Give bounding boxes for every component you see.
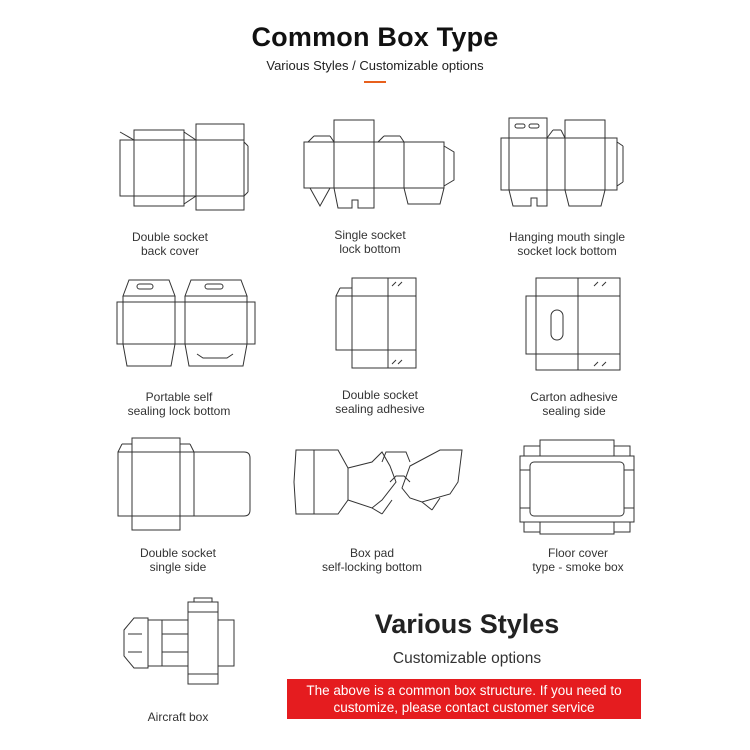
single-socket-lock-bottom-dieline-icon xyxy=(300,118,460,218)
promo-title: Various Styles xyxy=(374,609,560,639)
box-icon-9 xyxy=(514,436,714,574)
carton-adhesive-sealing-side-dieline-icon xyxy=(520,274,630,374)
floor-cover-smoke-box-dieline-icon xyxy=(514,436,644,536)
page-title: Common Box Type xyxy=(251,22,499,52)
title-accent-line xyxy=(364,81,386,83)
page-subtitle: Various Styles / Customizable options xyxy=(266,58,484,73)
double-socket-single-side-dieline-icon xyxy=(112,434,262,534)
box-icon-7 xyxy=(112,434,312,574)
box-icon-2 xyxy=(300,118,500,256)
box-label-1: Double socket back cover xyxy=(131,230,209,258)
box-label-4: Portable self sealing lock bottom xyxy=(127,390,231,418)
promo-subtitle: Customizable options xyxy=(392,650,542,667)
box-icon-5 xyxy=(330,274,530,416)
box-label-5: Double socket sealing adhesive xyxy=(335,388,425,416)
box-label-3: Hanging mouth single socket lock bottom xyxy=(508,230,626,258)
box-icon-3 xyxy=(497,116,697,258)
box-pad-self-locking-dieline-icon xyxy=(290,442,470,522)
box-label-8: Box pad self-locking bottom xyxy=(321,546,423,574)
box-icon-6 xyxy=(520,274,720,418)
box-icon-4 xyxy=(115,276,315,418)
double-socket-sealing-adhesive-dieline-icon xyxy=(330,274,430,374)
portable-self-sealing-dieline-icon xyxy=(115,276,275,376)
hanging-mouth-dieline-icon xyxy=(497,116,637,216)
aircraft-box-dieline-icon xyxy=(118,596,248,696)
box-label-6: Carton adhesive sealing side xyxy=(530,390,618,418)
box-icon-8 xyxy=(290,442,490,572)
box-label-2: Single socket lock bottom xyxy=(334,228,406,256)
double-socket-back-cover-dieline-icon xyxy=(110,122,310,217)
customer-service-notice: The above is a common box structure. If you need to customize, please contact customer service xyxy=(287,679,641,719)
box-label-7: Double socket single side xyxy=(139,546,217,574)
box-label-9: Floor cover type - smoke box xyxy=(532,546,624,574)
box-label-10: Aircraft box xyxy=(147,710,209,724)
